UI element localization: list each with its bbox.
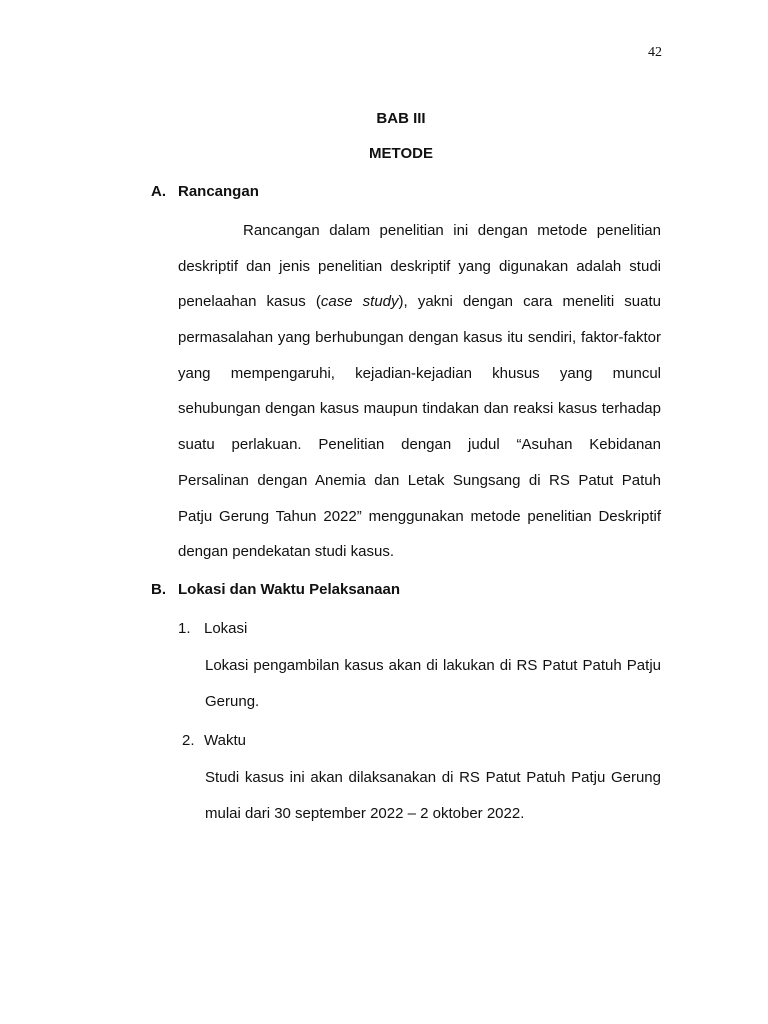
paragraph-line: Persalinan dengan Anemia dan Letak Sungsang di RS Patut Patuh — [178, 471, 661, 489]
paragraph-line — [178, 284, 661, 320]
paragraph-line: Gerung. — [205, 693, 260, 710]
paragraph-text: ), yakni dengan cara meneliti suatu — [398, 293, 661, 311]
section-a-letter: A. — [151, 183, 166, 200]
italic-term: case study — [320, 293, 399, 311]
paragraph-line: suatu perlakuan. Penelitian dengan judul “Asuhan Kebidanan — [178, 436, 661, 454]
chapter-heading: BAB III — [376, 110, 426, 127]
paragraph-line: Patju Gerung Tahun 2022” menggunakan metode penelitian Deskriptif — [178, 507, 661, 525]
paragraph-line: mulai dari 30 september 2022 – 2 oktober 2022. — [205, 805, 525, 822]
paragraph-line: permasalahan yang berhubungan dengan kasus itu sendiri, faktor-faktor — [178, 329, 661, 347]
section-b-title: Lokasi dan Waktu Pelaksanaan — [178, 581, 401, 598]
paragraph-line: sehubungan dengan kasus maupun tindakan dan reaksi kasus terhadap — [178, 400, 661, 418]
section-b-heading — [151, 581, 400, 598]
paragraph-line: deskriptif dan jenis penelitian deskriptif yang digunakan adalah studi — [178, 257, 661, 275]
subsection-title: Waktu — [204, 732, 246, 749]
subsection-waktu-paragraph — [205, 760, 661, 832]
subsection-title: Lokasi — [204, 620, 248, 637]
subsection-lokasi-paragraph — [205, 648, 661, 720]
section-a-title: Rancangan — [178, 183, 259, 200]
chapter-title: METODE — [369, 145, 433, 162]
paragraph-line: dengan pendekatan studi kasus. — [178, 543, 394, 561]
subsection-number: 2. — [182, 732, 195, 749]
paragraph-line: Rancangan dalam penelitian ini dengan metode penelitian — [243, 222, 661, 239]
subsection-waktu-heading — [182, 732, 246, 749]
section-a-heading — [151, 183, 259, 200]
paragraph-line: Studi kasus ini akan dilaksanakan di RS Patut Patuh Patju Gerung — [205, 769, 661, 786]
paragraph-line: Lokasi pengambilan kasus akan di lakukan di RS Patut Patuh Patju — [205, 657, 661, 674]
paragraph-line: yang mempengaruhi, kejadian-kejadian khusus yang muncul — [178, 364, 661, 382]
page-number: 42 — [648, 45, 662, 60]
subsection-lokasi-heading — [178, 620, 247, 637]
paragraph-text: penelaahan kasus ( — [178, 293, 321, 311]
subsection-number: 1. — [178, 620, 191, 637]
section-a-paragraph — [178, 213, 661, 570]
section-b-letter: B. — [151, 581, 166, 598]
